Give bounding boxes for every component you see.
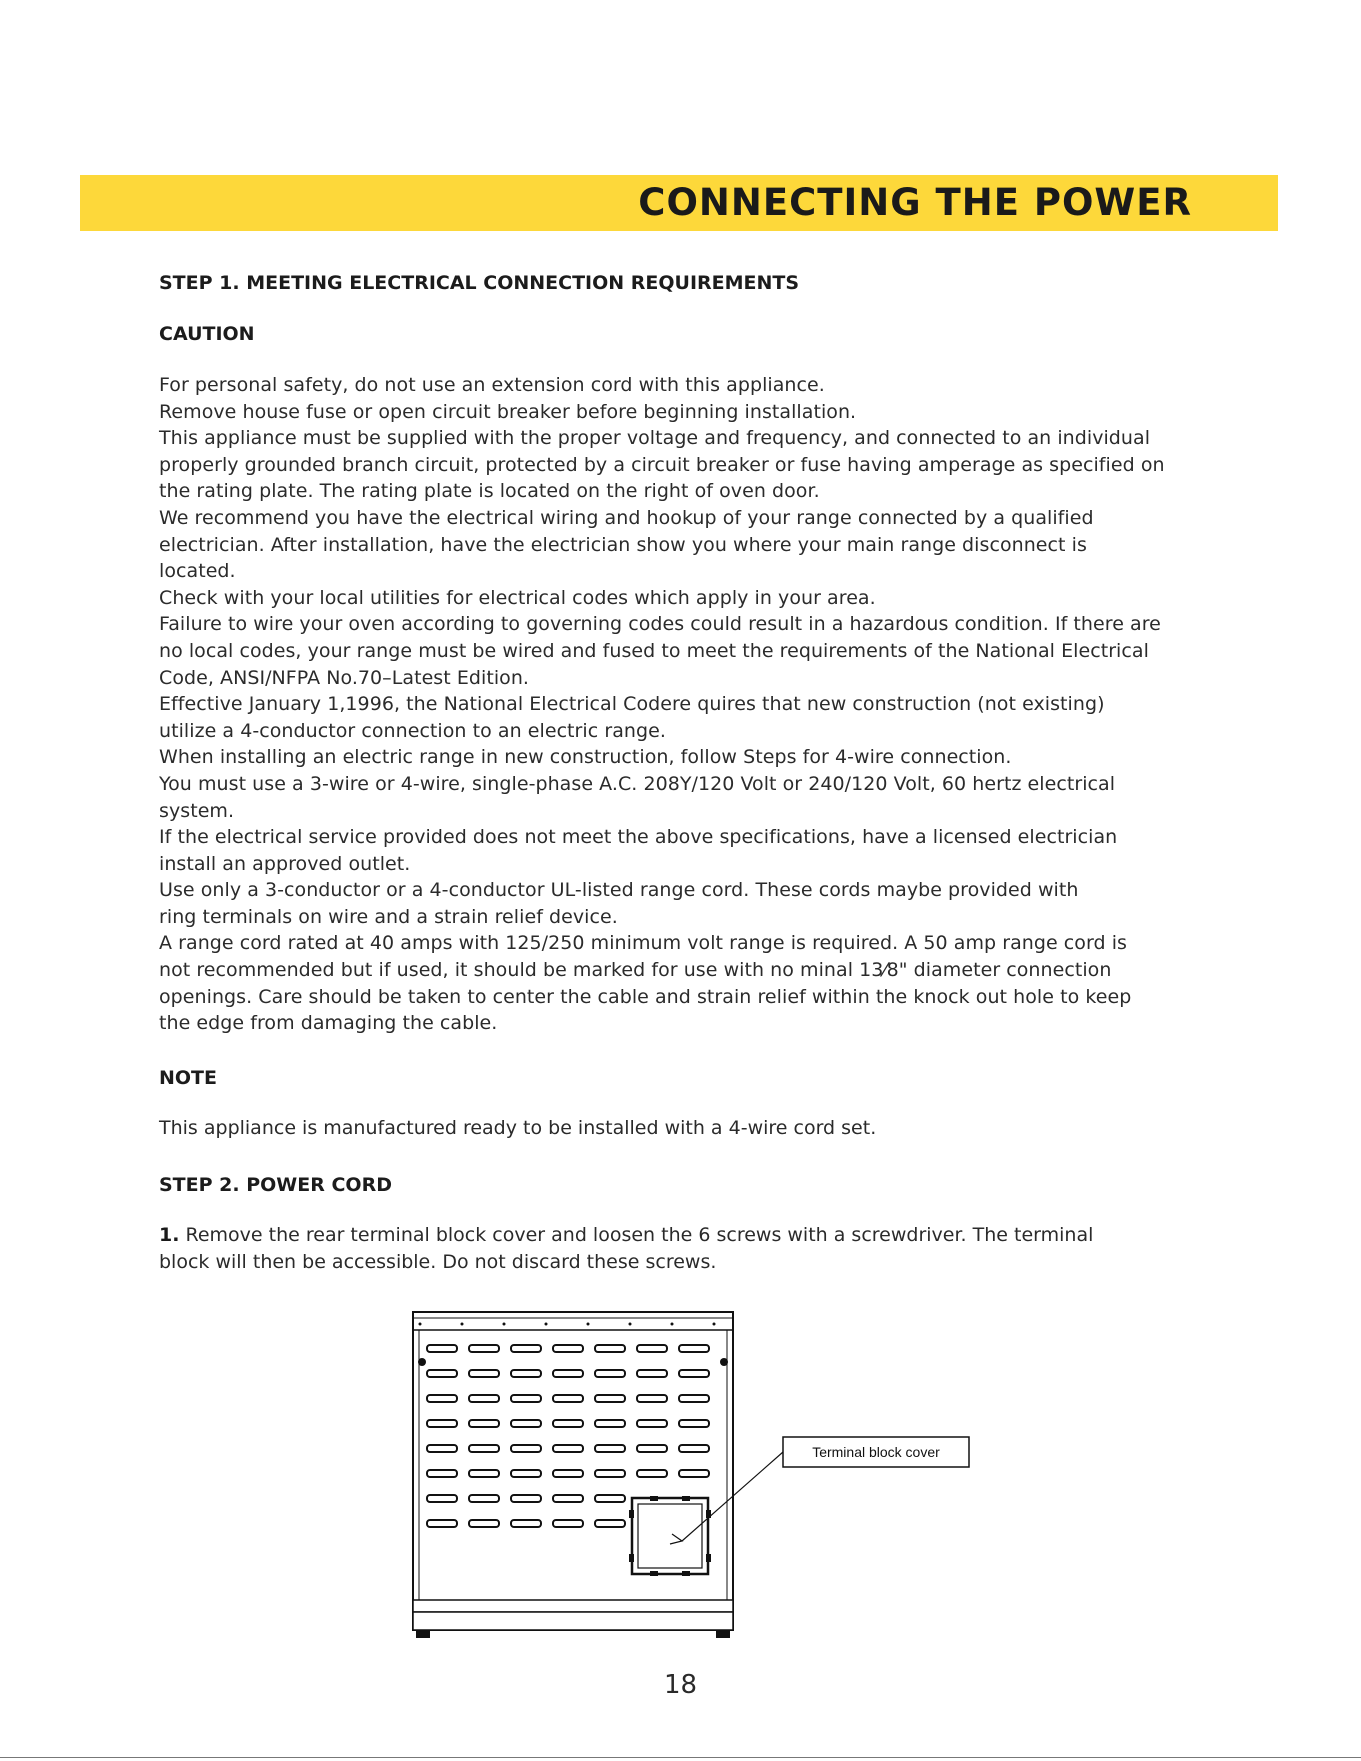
top-screw (461, 1323, 464, 1326)
caution-line: When installing an electric range in new construction, follow Steps for 4-wire connection. (159, 746, 1012, 769)
base-plate (413, 1612, 733, 1630)
vent-slot (511, 1520, 541, 1527)
vent-slot (637, 1370, 667, 1377)
mount-hole (720, 1358, 728, 1366)
vent-slot (595, 1345, 625, 1352)
vent-slot (679, 1395, 709, 1402)
top-screw (419, 1323, 422, 1326)
caution-line: Effective January 1,1996, the National Electrical Codere quires that new construction (not existing) (159, 693, 1105, 716)
vent-slot (427, 1445, 457, 1452)
caution-line: install an approved outlet. (159, 852, 411, 875)
vent-slot (427, 1370, 457, 1377)
caution-line: the edge from damaging the cable. (159, 1012, 498, 1035)
caution-line: For personal safety, do not use an extension cord with this appliance. (159, 374, 825, 396)
caution-line: You must use a 3-wire or 4-wire, single-phase A.C. 208Y/120 Volt or 240/120 Volt, 60 hertz electrical (159, 772, 1116, 795)
caution-line: no local codes, your range must be wired and fused to meet the requirements of the National Electrical (159, 639, 1149, 662)
caution-line: openings. Care should be taken to center the cable and strain relief within the knock out hole to keep (159, 985, 1132, 1008)
vent-slot (679, 1445, 709, 1452)
note-heading: NOTE (159, 1067, 217, 1089)
caution-line: Remove house fuse or open circuit breaker before beginning installation. (159, 400, 857, 423)
caution-line: system. (159, 799, 235, 822)
vent-slot (511, 1395, 541, 1402)
vent-slot (511, 1370, 541, 1377)
vent-slot (469, 1345, 499, 1352)
vent-slot (595, 1395, 625, 1402)
caution-line: Use only a 3-conductor or a 4-conductor UL-listed range cord. These cords maybe provided with (159, 879, 1079, 902)
vent-slot (427, 1470, 457, 1477)
step1-heading: STEP 1. MEETING ELECTRICAL CONNECTION REQUIREMENTS (159, 272, 800, 294)
vent-slot (679, 1420, 709, 1427)
vent-slot (553, 1395, 583, 1402)
vent-slot (427, 1420, 457, 1427)
vent-slot (637, 1395, 667, 1402)
top-screw (545, 1323, 548, 1326)
bottom-rail (413, 1600, 733, 1612)
top-screw (503, 1323, 506, 1326)
vent-slot (469, 1395, 499, 1402)
caution-line: Failure to wire your oven according to governing codes could result in a hazardous condition. If there are (159, 613, 1161, 636)
instruction-line: block will then be accessible. Do not discard these screws. (159, 1250, 717, 1273)
leveling-foot (716, 1630, 730, 1638)
vent-slot (637, 1445, 667, 1452)
vent-slot (595, 1520, 625, 1527)
vent-slot (427, 1520, 457, 1527)
vent-slot (679, 1370, 709, 1377)
vent-slot (511, 1470, 541, 1477)
caution-line: utilize a 4-conductor connection to an electric range. (159, 719, 666, 742)
caution-line: A range cord rated at 40 amps with 125/250 minimum volt range is required. A 50 amp range cord is (159, 932, 1127, 955)
vent-slot (637, 1420, 667, 1427)
step2-instruction (159, 1222, 1169, 1275)
top-screw (713, 1323, 716, 1326)
vent-slot (595, 1370, 625, 1377)
vent-slot (595, 1470, 625, 1477)
range-rear-diagram (400, 1310, 1000, 1650)
vent-slot (595, 1420, 625, 1427)
vent-slot (553, 1520, 583, 1527)
vent-slot (511, 1420, 541, 1427)
vent-slot (469, 1445, 499, 1452)
vent-slot (469, 1495, 499, 1502)
vent-slot (469, 1520, 499, 1527)
vent-slot (511, 1345, 541, 1352)
vent-slot (469, 1420, 499, 1427)
caution-line: not recommended but if used, it should be marked for use with no minal 13⁄8" diameter connection (159, 959, 1112, 982)
vent-slot (427, 1345, 457, 1352)
caution-line: properly grounded branch circuit, protected by a circuit breaker or fuse having amperage as specified on (159, 453, 1165, 476)
vent-slot (595, 1495, 625, 1502)
vent-slot (553, 1495, 583, 1502)
caution-line: ring terminals on wire and a strain relief device. (159, 905, 618, 928)
step2-heading: STEP 2. POWER CORD (159, 1174, 392, 1196)
page-number: 18 (663, 1670, 698, 1700)
section-banner (80, 175, 1278, 231)
terminal-block-cover (629, 1496, 711, 1576)
vent-slot (469, 1470, 499, 1477)
caution-line: This appliance must be supplied with the proper voltage and frequency, and connected to an individual (159, 427, 1151, 450)
vent-slot (469, 1370, 499, 1377)
caution-line: located. (159, 560, 236, 583)
top-screw (671, 1323, 674, 1326)
vent-slot (427, 1495, 457, 1502)
mount-hole (418, 1358, 426, 1366)
page-bottom-rule (0, 1757, 1361, 1758)
caution-line: the rating plate. The rating plate is located on the right of oven door. (159, 480, 820, 503)
callout-label: Terminal block cover (812, 1444, 940, 1460)
caution-text (159, 372, 1199, 1037)
leveling-foot (416, 1630, 430, 1638)
vent-slot (595, 1445, 625, 1452)
vent-slot (553, 1445, 583, 1452)
caution-heading: CAUTION (159, 323, 255, 345)
page-title: CONNECTING THE POWER (638, 181, 1192, 224)
vent-slot (427, 1395, 457, 1402)
caution-line: Code, ANSI/NFPA No.70–Latest Edition. (159, 666, 530, 689)
vent-slot (511, 1445, 541, 1452)
top-screw (587, 1323, 590, 1326)
vent-slot (637, 1345, 667, 1352)
note-text: This appliance is manufactured ready to be installed with a 4-wire cord set. (159, 1117, 877, 1139)
vent-slot (511, 1495, 541, 1502)
vent-slot (553, 1420, 583, 1427)
vent-slot (553, 1345, 583, 1352)
step-number: 1. (159, 1224, 180, 1246)
top-screw (629, 1323, 632, 1326)
vent-slot (679, 1345, 709, 1352)
caution-line: If the electrical service provided does not meet the above specifications, have a licensed electrician (159, 826, 1118, 849)
caution-line: Check with your local utilities for electrical codes which apply in your area. (159, 586, 876, 609)
vent-slot (553, 1370, 583, 1377)
range-rear-illustration (400, 1310, 1000, 1650)
caution-line: We recommend you have the electrical wiring and hookup of your range connected by a qualified (159, 506, 1094, 529)
caution-line: electrician. After installation, have the electrician show you where your main range disconnect is (159, 533, 1087, 556)
vent-slot (637, 1470, 667, 1477)
vent-slot (553, 1470, 583, 1477)
vent-slot (679, 1470, 709, 1477)
instruction-line: Remove the rear terminal block cover and loosen the 6 screws with a screwdriver. The terminal (179, 1224, 1094, 1246)
